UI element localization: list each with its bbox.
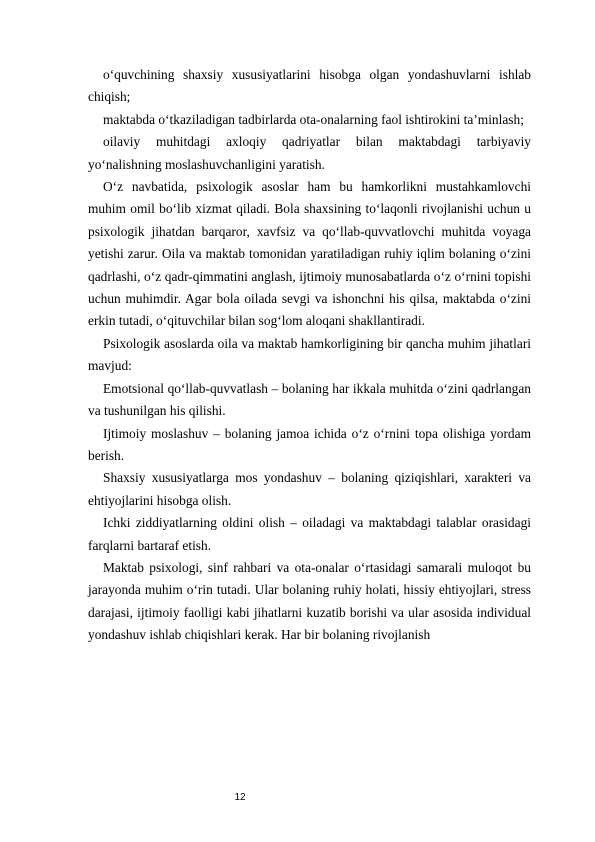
paragraph-7: Ijtimoiy moslashuv – bolaning jamoa ichida o‘z o‘rnini topa olishiga yordam berish. bbox=[88, 425, 531, 463]
paragraph-10: Maktab psixologi, sinf rahbari va ota-onalar o‘rtasidagi samarali muloqot bu jarayonda muhim o‘rin tutadi. Ular bolaning ruhiy holati, hissiy ehtiyojlari, stress darajasi, ijtimoiy faolligi kabi jihatlarni kuzatib borishi va ular asosida individual yondashuv ishlab chiqishlari kerak. Har bir bolaning rivojlanish bbox=[88, 559, 531, 643]
paragraph-4: O‘z navbatida, psixologik asoslar ham bu hamkorlikni mustahkamlovchi muhim omil bo‘lib xizmat qiladi. Bola shaxsining to‘laqonli rivojlanishi uchun u psixologik jihatdan barqaror, xavfsiz va qo‘llab-quvvatlovchi muhitda voyaga yetishi zarur. Oila va maktab tomonidan yaratiladigan ruhiy iqlim bolaning o‘zini qadrlashi, o‘z qadr-qimmatini anglash, ijtimoiy munosabatlarda o‘z o‘rnini topishi uchun muhimdir. Agar bola oilada sevgi va ishonchni his qilsa, maktabda o‘zini erkin tutadi, o‘qituvchilar bilan sog‘lom aloqani shakllantiradi. bbox=[88, 179, 531, 329]
paragraph-1: o‘quvchining shaxsiy xususiyatlarini hisobga olgan yondashuvlarni ishlab chiqish; bbox=[88, 67, 531, 105]
document-body bbox=[88, 64, 531, 647]
paragraph-8: Shaxsiy xususiyatlarga mos yondashuv – bolaning qiziqishlari, xarakteri va ehtiyojlarini hisobga olish. bbox=[88, 470, 531, 508]
paragraph-5: Psixologik asoslarda oila va maktab hamkorligining bir qancha muhim jihatlari mavjud: bbox=[88, 335, 531, 374]
paragraph-6: Emotsional qo‘llab-quvvatlash – bolaning har ikkala muhitda o‘zini qadrlangan va tushunilgan his qilishi. bbox=[88, 380, 531, 419]
paragraph-2: maktabda o‘tkaziladigan tadbirlarda ota-onalarning faol ishtirokini ta’minlash; bbox=[103, 111, 524, 127]
page-number: 12 bbox=[234, 792, 246, 803]
paragraph-9: Ichki ziddiyatlarning oldini olish – oiladagi va maktabdagi talablar orasidagi farqlarni bartaraf etish. bbox=[88, 515, 531, 553]
paragraph-3: oilaviy muhitdagi axloqiy qadriyatlar bilan maktabdagi tarbiyaviy yo‘nalishning moslashuvchanligini yaratish. bbox=[88, 134, 531, 172]
